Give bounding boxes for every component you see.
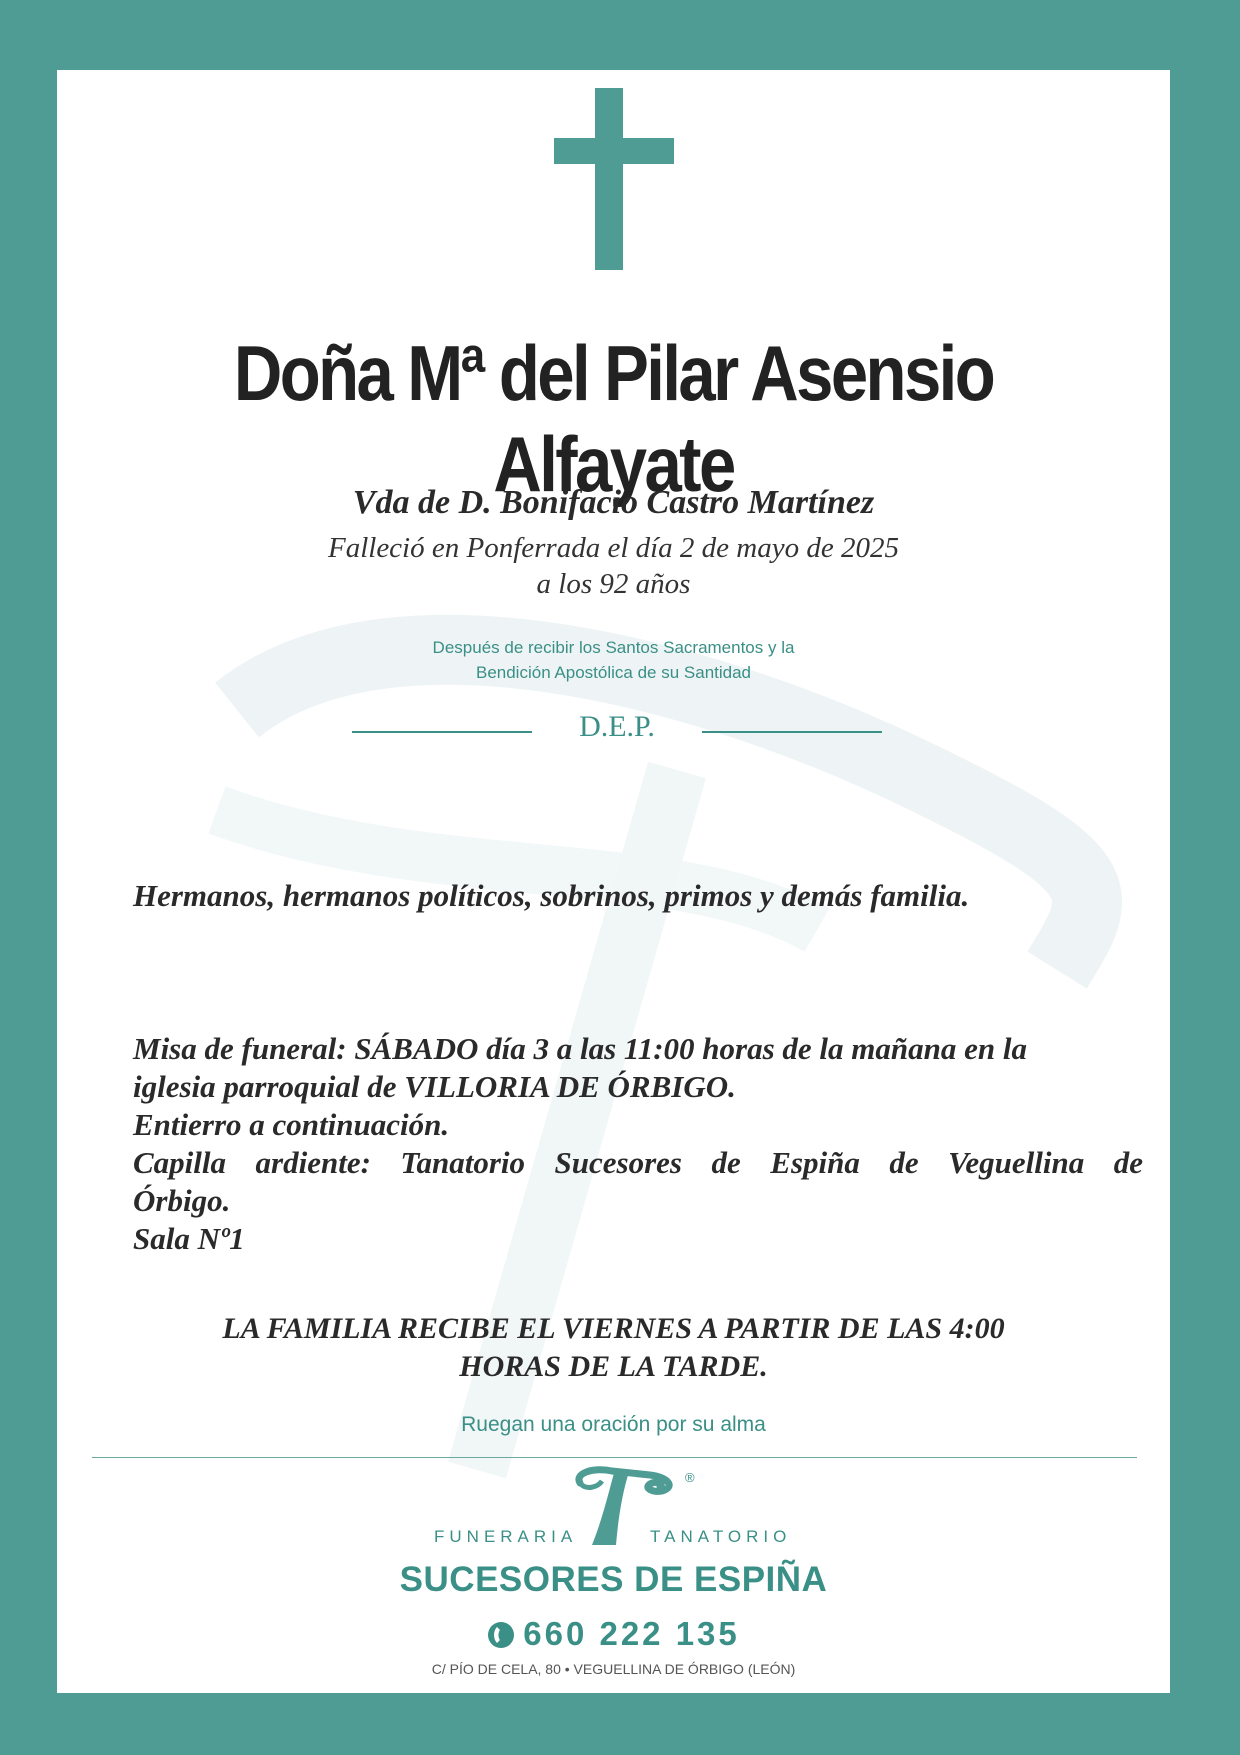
phone-number: 660 222 135	[523, 1615, 740, 1652]
room-line: Sala Nº1	[133, 1221, 245, 1256]
reception-line-1: LA FAMILIA RECIBE EL VIERNES A PARTIR DE LAS 4:00	[222, 1312, 1005, 1345]
dep-line-right	[702, 731, 882, 733]
family-line: Hermanos, hermanos políticos, sobrinos, primos y demás familia.	[133, 878, 970, 913]
reception-line-2: HORAS DE LA TARDE.	[459, 1350, 768, 1383]
phone-icon	[487, 1621, 515, 1649]
footer-divider	[92, 1457, 1137, 1458]
notice-paper	[57, 70, 1170, 1693]
chapel-line-2: Órbigo.	[133, 1183, 231, 1218]
company-name: SUCESORES DE ESPIÑA	[399, 1560, 828, 1599]
funeraria-label: FUNERARIA	[434, 1527, 578, 1546]
widow-of: Vda de D. Bonifacio Castro Martínez	[352, 484, 875, 521]
sacraments-line-1: Después de recibir los Santos Sacramentos y la	[432, 638, 795, 657]
company-phone	[57, 1615, 1170, 1653]
funeral-line-2: iglesia parroquial de VILLORIA DE ÓRBIGO.	[133, 1069, 736, 1104]
registered-mark: ®	[685, 1470, 695, 1485]
burial-line: Entierro a continuación.	[133, 1107, 450, 1142]
prayer-request: Ruegan una oración por su alma	[461, 1413, 766, 1436]
sacraments-text	[57, 635, 1170, 685]
deceased-name: Doña Mª del Pilar Asensio Alfayate	[233, 329, 994, 508]
company-address: C/ PÍO DE CELA, 80 • VEGUELLINA DE ÓRBIGO (LEÓN)	[431, 1661, 796, 1677]
funeral-details	[133, 1030, 1143, 1258]
cross-icon	[554, 88, 674, 270]
reception-notice	[57, 1310, 1170, 1386]
dep-text: D.E.P.	[579, 710, 655, 743]
age-info: a los 92 años	[536, 568, 691, 600]
sacraments-line-2: Bendición Apostólica de su Santidad	[475, 663, 752, 682]
funeral-line-1: Misa de funeral: SÁBADO día 3 a las 11:00 horas de la mañana en la	[133, 1031, 1027, 1066]
tanatorio-label: TANATORIO	[650, 1527, 792, 1546]
chapel-line-1: Capilla ardiente: Tanatorio Sucesores de Espiña de Veguellina de	[133, 1145, 1143, 1180]
dep-divider	[352, 710, 882, 750]
death-info: Falleció en Ponferrada el día 2 de mayo de 2025	[327, 532, 899, 564]
